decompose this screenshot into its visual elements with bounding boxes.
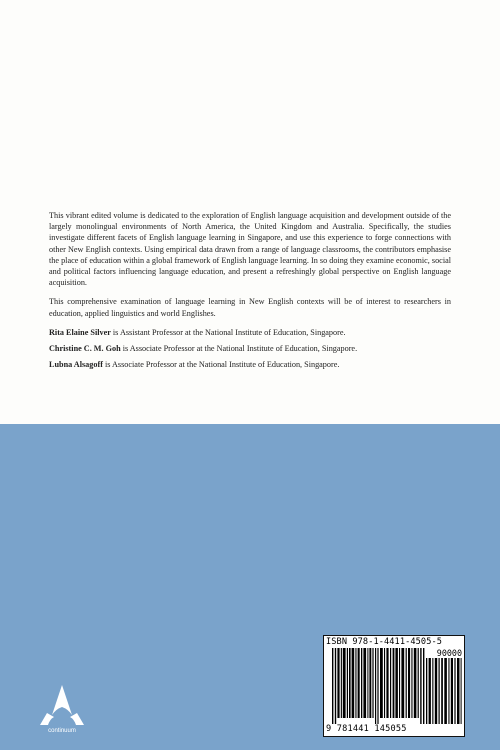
publisher-name: continuum xyxy=(48,728,76,734)
author-description: is Associate Professor at the National Institute of Education, Singapore. xyxy=(120,344,358,354)
barcode-addon-bars xyxy=(426,658,462,724)
description-section xyxy=(49,210,451,375)
author-line-alsagoff xyxy=(49,359,451,370)
continuum-logo-icon xyxy=(38,683,86,727)
author-description: is Assistant Professor at the National Institute of Education, Singapore. xyxy=(110,327,346,337)
isbn-text: ISBN 978-1-4411-4505-5 xyxy=(326,637,443,647)
description-paragraph-2: This comprehensive examination of language learning in New English contexts will be of interest to researchers in education, applied linguistics and world Englishes. xyxy=(49,297,451,318)
author-line-goh xyxy=(49,343,451,354)
publisher-logo xyxy=(38,683,86,743)
description-paragraph-1: This vibrant edited volume is dedicated to the exploration of English language acquisition and development outside of the largely monolingual environments of North America, the United Kingdom and Australia. Specifically, the studies investigate different facets of English language learning in Singapore, and use this experience to forge connections with other New English contexts. Using empirical data drawn from a range of language classrooms, the contributors emphasise the place of education within a global framework of English language learning. In so doing they examine economic, social and political factors influencing language education, and present a refreshingly global perspective on English language acquisition. xyxy=(49,211,451,288)
barcode-digits: 9 781441 145055 xyxy=(326,724,407,734)
price-code: 90000 xyxy=(436,648,462,658)
author-description: is Associate Professor at the National Institute of Education, Singapore. xyxy=(102,360,340,370)
author-line-silver xyxy=(49,327,451,338)
barcode-main-bars xyxy=(332,648,427,724)
author-name: Christine C. M. Goh xyxy=(49,344,121,354)
author-name: Rita Elaine Silver xyxy=(49,327,111,337)
barcode-area xyxy=(323,635,465,737)
author-name: Lubna Alsagoff xyxy=(49,360,103,370)
